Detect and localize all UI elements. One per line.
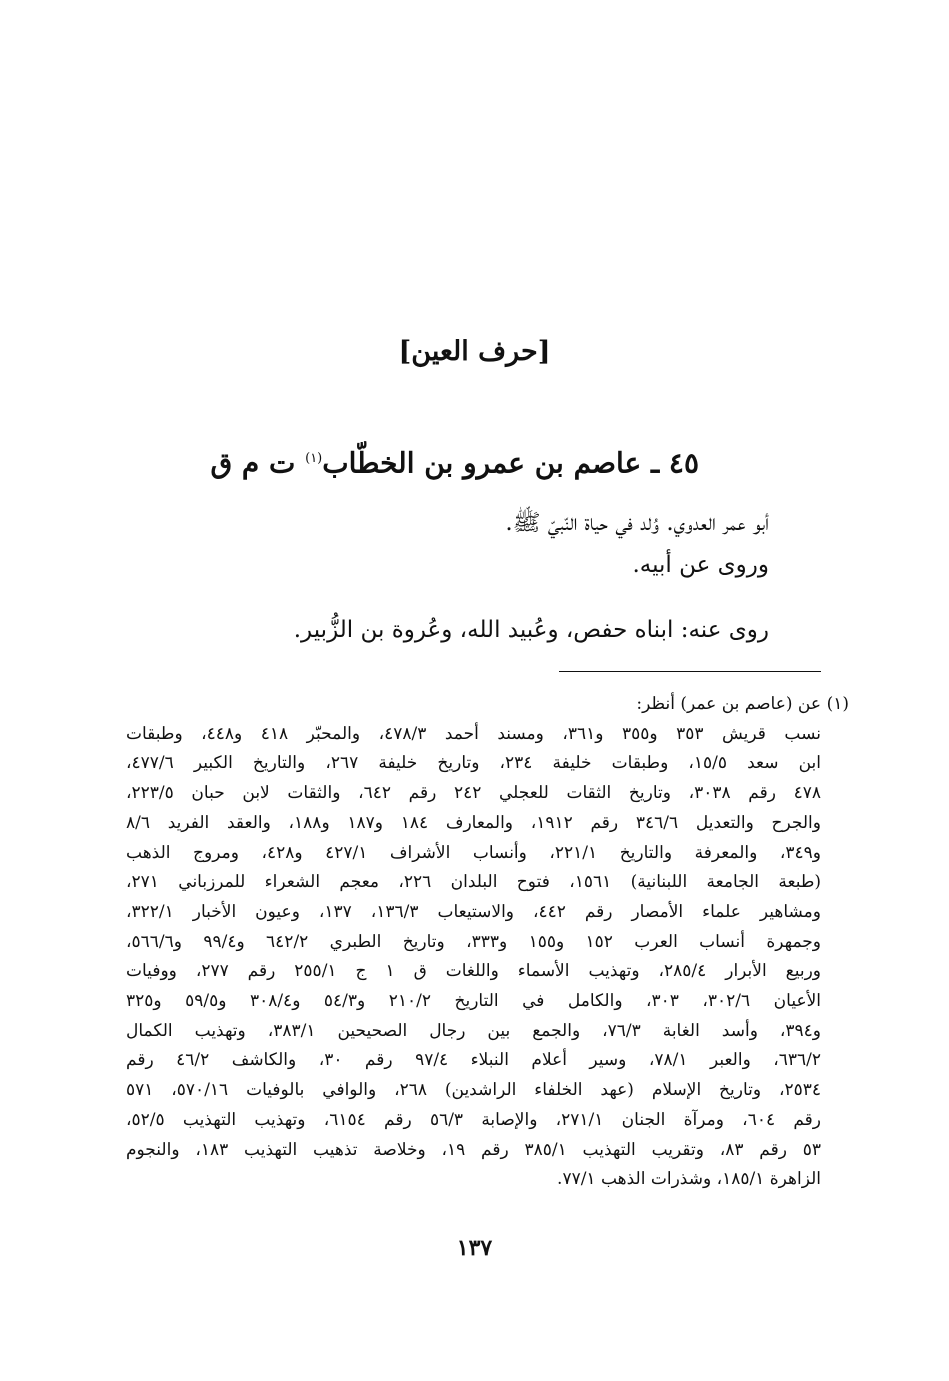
section-title: [حرف العين] [398, 336, 551, 367]
entry-codes: ت م ق [210, 446, 296, 480]
footnote-reference: (١) [305, 451, 323, 466]
page-number: ١٣٧ [456, 1235, 493, 1261]
footnote-line: ومشاهير علماء الأمصار رقم ٤٤٢، والاستيعاب ١٣٦/٣، ١٣٧، وعيون الأخبار ٣٢٢/١، [126, 901, 821, 922]
body-line-narrated-from: وروى عن أبيه. [632, 552, 769, 578]
footnote-intro: عن (عاصم بن عمر) أنظر: [636, 694, 821, 714]
footnote-line: ٢٥٣٤، وتاريخ الإسلام (عهد الخلفاء الراشدين) ٢٦٨، والوافي بالوفيات ٥٧٠/١٦، ٥٧١ [126, 1080, 821, 1101]
footnote-line: والجرح والتعديل ٣٤٦/٦ رقم ١٩١٢، والمعارف ١٨٤ و١٨٧ و١٨٨، والعقد الفريد ٨/٦ [126, 812, 821, 833]
footnote-intro-line [126, 690, 849, 720]
footnote-line: و٣٩٤، وأسد الغابة ٧٦/٣، والجمع بين رجال الصحيحين ٣٨٣/١، وتهذيب الكمال [126, 1020, 821, 1041]
footnote-line: الأعيان ٣٠٢/٦، ٣٠٣، والكامل في التاريخ ٢١٠/٢ و٥٤/٣ و٣٠٨/٤ و٥٩/٥ و٣٢٥ [126, 991, 822, 1012]
entry-heading [210, 437, 699, 485]
footnote-line: وجمهرة أنساب العرب ١٥٢ و١٥٥ و٣٣٣، وتاريخ الطبري ٦٤٢/٢ و٩٩/٤ و٥٦٦/٦، [126, 931, 821, 952]
footnote-line: و٣٤٩، والمعرفة والتاريخ ٢٢١/١، وأنساب الأشراف ٤٢٧/١ و٤٢٨، ومروج الذهب [126, 842, 821, 863]
body-line-kunya: أبو عمر العدوي. وُلد في حياة النّبيّ ﷺ. [505, 510, 769, 536]
footnote-line: نسب قريش ٣٥٣ و٣٥٥ و٣٦١، ومسند أحمد ٤٧٨/٣، والمحبّر ٤١٨ و٤٤٨، وطبقات [126, 723, 821, 744]
footnote-line: ٥٣ رقم ٨٣، وتقريب التهذيب ٣٨٥/١ رقم ١٩، وخلاصة تذهيب التهذيب ١٨٣، والنجوم [126, 1139, 821, 1160]
entry-name: عاصم بن عمرو بن الخطّاب [322, 446, 642, 480]
footnote-line: ٤٧٨ رقم ٣٠٣٨، وتاريخ الثقات للعجلي ٢٤٢ رقم ٦٤٢، والثقات لابن حبان ٢٢٣/٥، [126, 783, 821, 804]
entry-dash: ـ [650, 446, 660, 480]
footnote [126, 690, 849, 1195]
footnote-line: الزاهرة ١٨٥/١، وشذرات الذهب ٧٧/١. [557, 1169, 821, 1190]
footnote-divider [559, 671, 821, 672]
entry-number: ٤٥ [668, 446, 699, 480]
footnote-line: ٦٣٦/٢، والعبر ٧٨/١، وسير أعلام النبلاء ٩٧/٤ رقم ٣٠، والكاشف ٤٦/٢ رقم [126, 1050, 821, 1071]
body-line-narrators: روى عنه: ابناه حفص، وعُبيد الله، وعُروة بن الزُّبير. [293, 617, 769, 643]
footnote-line: (طبعة الجامعة اللبنانية) ١٥٦١، فتوح البلدان ٢٢٦، معجم الشعراء للمرزباني ٢٧١، [126, 872, 821, 893]
footnote-line: رقم ٦٠٤، ومرآة الجنان ٢٧١/١، والإصابة ٥٦/٣ رقم ٦١٥٤، وتهذيب التهذيب ٥٢/٥، [126, 1109, 821, 1130]
footnote-number: (١) [826, 694, 849, 714]
footnote-line: وربيع الأبرار ٢٨٥/٤، وتهذيب الأسماء واللغات ق ١ ج ٢٥٥/١ رقم ٢٧٧، ووفيات [126, 961, 821, 982]
footnote-line: ابن سعد ١٥/٥، وطبقات خليفة ٢٣٤، وتاريخ خليفة ٢٦٧، والتاريخ الكبير ٤٧٧/٦، [126, 753, 821, 774]
